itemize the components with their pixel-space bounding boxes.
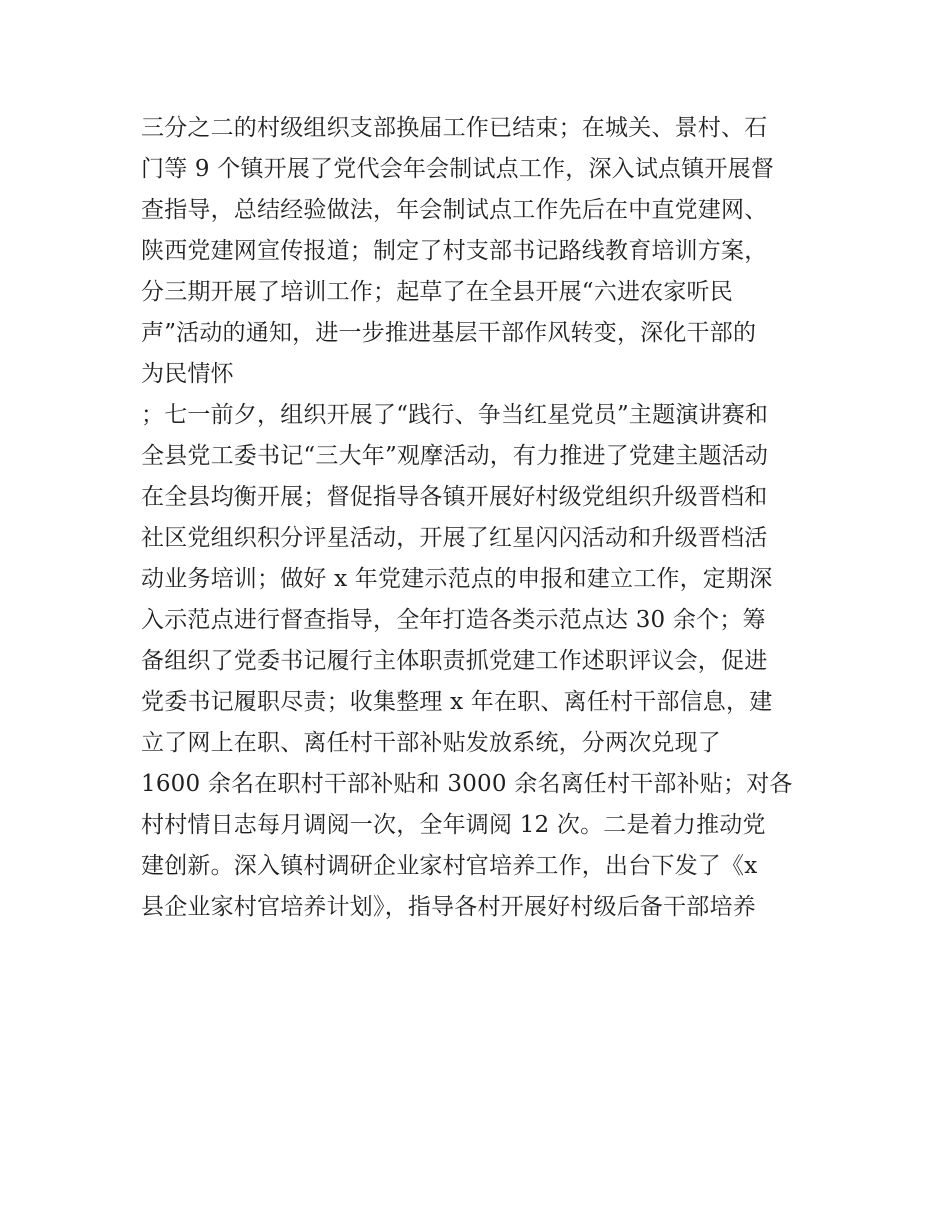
text-line: 查指导，总结经验做法，年会制试点工作先后在中直党建网、	[141, 197, 768, 223]
text-line: 县企业家村官培养计划》，指导各村开展好村级后备干部培养	[141, 894, 756, 920]
text-line: 在全县均衡开展；督促指导各镇开展好村级党组织升级晋档和	[141, 484, 768, 510]
text-line: 三分之二的村级组织支部换届工作已结束；在城关、景村、石	[141, 115, 768, 141]
text-line: 门等 9 个镇开展了党代会年会制试点工作，深入试点镇开展督	[141, 156, 775, 182]
text-line: 全县党工委书记“三大年”观摩活动，有力推进了党建主题活动	[141, 443, 769, 469]
text-line: 建创新。深入镇村调研企业家村官培养工作，出台下发了《x	[141, 853, 758, 879]
text-line: 村村情日志每月调阅一次，全年调阅 12 次。二是着力推动党	[141, 812, 766, 838]
text-line: 备组织了党委书记履行主体职责抓党建工作述职评议会，促进	[141, 648, 768, 674]
text-line: 1600 余名在职村干部补贴和 3000 余名离任村干部补贴；对各	[141, 771, 793, 797]
text-line: 党委书记履职尽责；收集整理 x 年在职、离任村干部信息，建	[141, 689, 773, 715]
text-line: 立了网上在职、离任村干部补贴发放系统，分两次兑现了	[141, 730, 721, 756]
text-line: 陕西党建网宣传报道；制定了村支部书记路线教育培训方案，	[141, 238, 768, 264]
body-text	[141, 108, 821, 928]
text-line: 声”活动的通知，进一步推进基层干部作风转变，深化干部的	[141, 320, 757, 346]
text-line: 入示范点进行督查指导，全年打造各类示范点达 30 余个；筹	[141, 607, 766, 633]
text-line: 社区党组织积分评星活动，开展了红星闪闪活动和升级晋档活	[141, 525, 768, 551]
text-line: ；七一前夕，组织开展了“践行、争当红星党员”主题演讲赛和	[141, 402, 769, 428]
text-line: 为民情怀	[141, 361, 234, 387]
text-line: 动业务培训；做好 x 年党建示范点的申报和建立工作，定期深	[141, 566, 773, 592]
text-line: 分三期开展了培训工作；起草了在全县开展“六进农家听民	[141, 279, 733, 305]
